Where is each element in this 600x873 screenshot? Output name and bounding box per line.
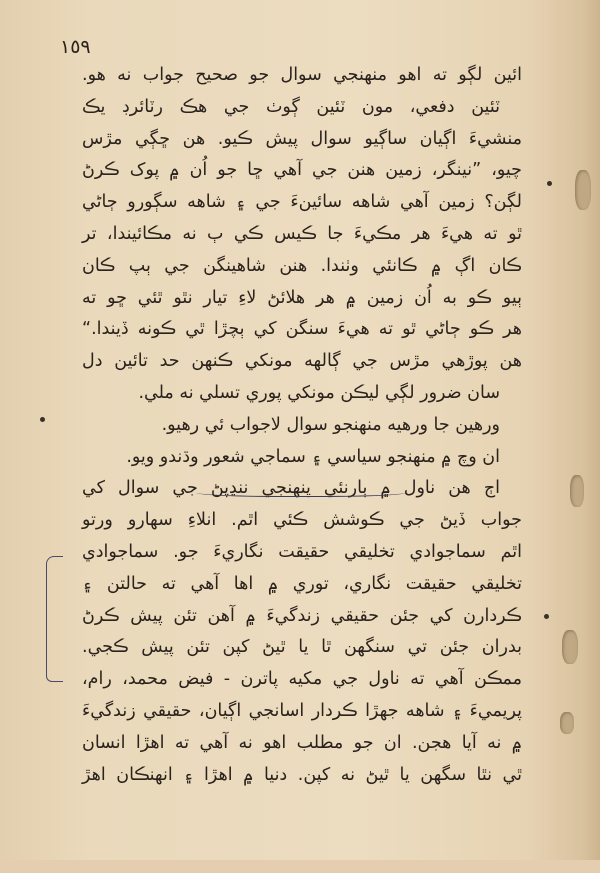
text-line: پريميءَ ۽ شاهه جهڙا ڪردار اسانجي اڳيان، حقيقي زندگيءَ [82,700,522,721]
text-line: ورهين جا ورهيه منهنجو سوال لاجواب ئي رهيو. [161,414,500,435]
text-line: ٻيو ڪو به اُن زمين ۾ هر هلائڻ لاءِ تيار نٿو ٿئي ڇو ته [82,287,522,308]
text-line: بدران جئن تي سنگهن ٿا يا ٿيڻ کپن تئن پيش ڪجي. [82,637,522,658]
page-bottom-edge [0,860,600,873]
text-line: اٿم سماجوادي تخليقي حقيقت نگاريءَ جو. سماجوادي [82,541,522,562]
page-number: ١٥٩ [60,36,91,58]
ink-dot [544,614,549,619]
text-line: ۾ نه آيا هجن. ان جو مطلب اهو نه آهي ته اهڙا انسان [82,732,522,753]
text-line: جواب ڏيڻ جي ڪوشش ڪئي اٿم. انلاءِ سهارو ورتو [82,510,522,531]
text-line: تخليقي حقيقت نگاري، توري ۾ اها آهي ته حالتن ۽ [82,573,522,594]
text-line: هن پوڙهي مڙس جي ڳالهه مونکي ڪنهن حد تائين دل [82,351,522,372]
text-line: ممڪن آهي ته ناول جي مکيه پاترن - فيض محمد، رام، [82,669,522,690]
text-line: ٿي نٿا سگهن يا ٿيڻ نه کپن. دنيا ۾ اهڙا ۽ انهنڪان اهڙ [82,764,522,785]
pen-underline-mark [196,486,406,497]
text-line: ڪان اڳ ۾ ڪانئي وٺندا. هنن شاهينگن جي ٻپ ڪان [82,255,522,276]
text-line: اڄ هن ناول ۾ ٻارنئي پنهنجي ننڍپڻ جي سوال کي [82,478,500,499]
paper-hole [575,170,591,210]
text-line: منشيءَ اڳيان ساڳيو سوال پيش ڪيو. هن ڇڳي مڙس [82,128,522,149]
ink-dot [40,417,45,422]
ink-dot [547,181,552,186]
text-line: چيو، ”نينگر، زمين هنن جي آهي ڇا جو اُن ۾ پوک ڪرڻ [82,160,522,181]
text-line: ٿو ته هيءَ هر مڪيءَ جا ڪيس ڪي ٻ نه مڪائيندا، تر [82,223,522,244]
paper-hole [570,475,584,507]
text-line: سان ضرور لڳي ليڪن مونکي پوري تسلي نه ملي. [138,382,500,403]
text-line: لڳن؟ زمين آهي شاهه سائينءَ جي ۽ شاهه سڳورو ڄاڻي [82,192,522,213]
text-line: ڪردارن کي جئن حقيقي زندگيءَ ۾ آهن تئن پيش ڪرڻ [82,605,522,626]
text-line: هر ڪو ڄاڻي ٿو ته هيءَ سنگن کي ٻچڙا ٿي ڪونه ڏيندا.“ [82,319,522,340]
text-line: ٽئين دفعي، مون ٽئين ڳوٺ جي هڪ رٽائرڊ يڪ [82,96,500,117]
paper-hole [562,630,578,664]
text-line: ان وچ ۾ منهنجو سياسي ۽ سماجي شعور وڌندو ويو. [126,446,500,467]
paper-hole [560,712,574,734]
body-text [82,60,522,791]
text-line: ائين لڳو ته اهو منهنجي سوال جو صحيح جواب نه هو. [82,65,522,85]
pen-bracket-mark [46,556,63,682]
